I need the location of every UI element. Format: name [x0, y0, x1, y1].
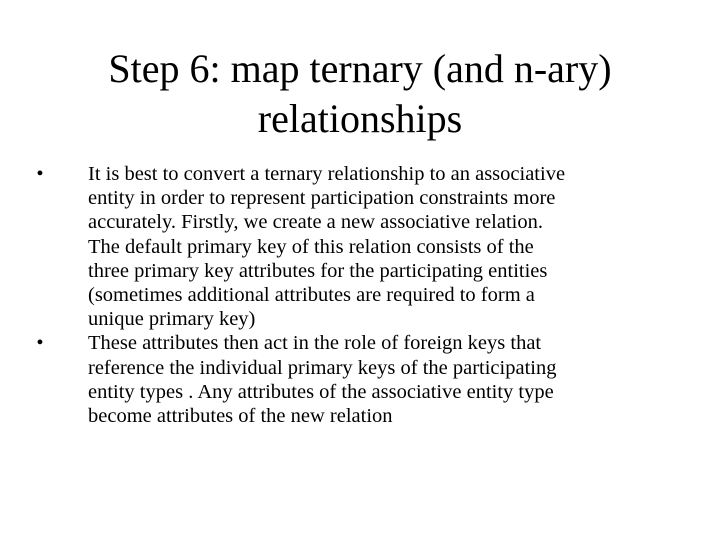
bullet-text: [88, 162, 670, 331]
bullet-icon: •: [36, 332, 44, 355]
bullet-line: three primary key attributes for the participating entities: [88, 259, 548, 282]
title-line: relationships: [257, 96, 463, 141]
bullet-line: It is best to convert a ternary relationship to an associative: [88, 163, 566, 185]
bullet-line: entity types . Any attributes of the associative entity type: [88, 380, 554, 403]
bullet-text: [88, 331, 670, 428]
bullet-line: unique primary key): [88, 308, 256, 331]
bullet-list: [30, 162, 670, 428]
title-line: Step 6: map ternary (and n-ary): [108, 46, 612, 91]
slide-title: [40, 44, 680, 144]
bullet-line: These attributes then act in the role of foreign keys that: [88, 332, 542, 355]
bullet-line: become attributes of the new relation: [88, 405, 393, 428]
bullet-item: [30, 331, 670, 428]
bullet-line: The default primary key of this relation consists of the: [88, 235, 534, 258]
bullet-line: (sometimes additional attributes are required to form a: [88, 284, 535, 307]
bullet-line: entity in order to represent participation constraints more: [88, 187, 556, 210]
bullet-icon: •: [36, 163, 44, 185]
bullet-line: reference the individual primary keys of the participating: [88, 356, 557, 379]
bullet-line: accurately. Firstly, we create a new associative relation.: [88, 211, 543, 234]
bullet-item: [30, 162, 670, 331]
